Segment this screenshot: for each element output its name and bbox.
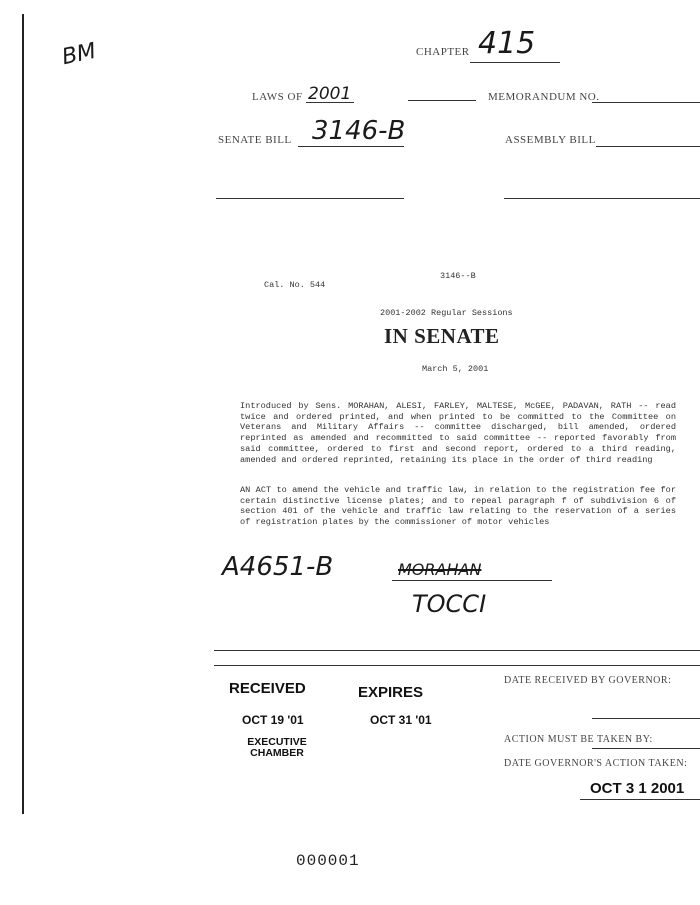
action-taken-underline [580,799,700,800]
assembly-companion-number: A4651-B [222,552,334,582]
blank-line-left [216,198,404,199]
blank-line-mid [408,100,476,101]
left-margin-rule [22,14,24,814]
date-received-underline [592,718,700,719]
separator-line-1 [214,650,700,651]
bill-date: March 5, 2001 [422,364,489,374]
executive-chamber-stamp: EXECUTIVE CHAMBER [247,736,307,759]
date-received-by-governor-label: DATE RECEIVED BY GOVERNOR: [504,675,672,686]
received-stamp-label: RECEIVED [229,680,306,697]
separator-line-2 [214,665,700,666]
laws-of-label: LAWS OF [252,91,303,103]
laws-of-year: 2001 [308,84,352,104]
senate-bill-label: SENATE BILL [218,134,292,146]
chapter-label: CHAPTER [416,46,470,58]
session-line: 2001-2002 Regular Sessions [380,308,513,318]
memorandum-label: MEMORANDUM NO. [488,91,600,103]
chamber-title: IN SENATE [384,324,500,348]
sponsor-underline [392,580,552,581]
chapter-underline [470,62,560,63]
calendar-number: Cal. No. 544 [264,280,326,290]
new-sponsor-name: TOCCI [412,590,487,618]
action-must-be-taken-label: ACTION MUST BE TAKEN BY: [504,734,653,745]
bill-number: 3146--B [440,271,476,281]
received-date: OCT 19 '01 [242,713,304,727]
senate-bill-number: 3146-B [312,116,406,146]
act-paragraph: AN ACT to amend the vehicle and traffic law, in relation to the registration fee for certain distinctive license plates; and to repeal paragraph f of subdivision 6 of section 401 of the vehicle and traffic law relating to the reservation of a series of registration plates by the commissioner of motor vehicles [240,485,676,528]
date-governors-action-label: DATE GOVERNOR'S ACTION TAKEN: [504,758,688,769]
blank-line-right [504,198,700,199]
laws-of-underline [306,102,354,103]
expires-date: OCT 31 '01 [370,713,432,727]
action-taken-date: OCT 3 1 2001 [590,780,685,797]
action-must-underline [592,748,700,749]
page-number: 000001 [296,852,360,870]
memorandum-underline [592,102,700,103]
assembly-bill-underline [596,146,700,147]
senate-bill-underline [298,146,404,147]
assembly-bill-label: ASSEMBLY BILL [505,134,596,146]
introduction-paragraph: Introduced by Sens. MORAHAN, ALESI, FARLEY, MALTESE, McGEE, PADAVAN, RATH -- read twice and ordered printed, and when printed to be committed to the Committee on Veterans and Military Affairs -- committee discharged, bill amended, ordered reprinted as amended and recommitted to said committee -- reported favorably from said committee, ordered to first and second report, ordered to a third reading, amended and ordered reprinted, retaining its place in the order of third reading [240,401,676,465]
handwritten-initials: BM [59,38,99,71]
struck-sponsor-name: MORAHAN [398,560,482,579]
expires-stamp-label: EXPIRES [358,684,424,701]
chapter-number: 415 [478,26,536,61]
